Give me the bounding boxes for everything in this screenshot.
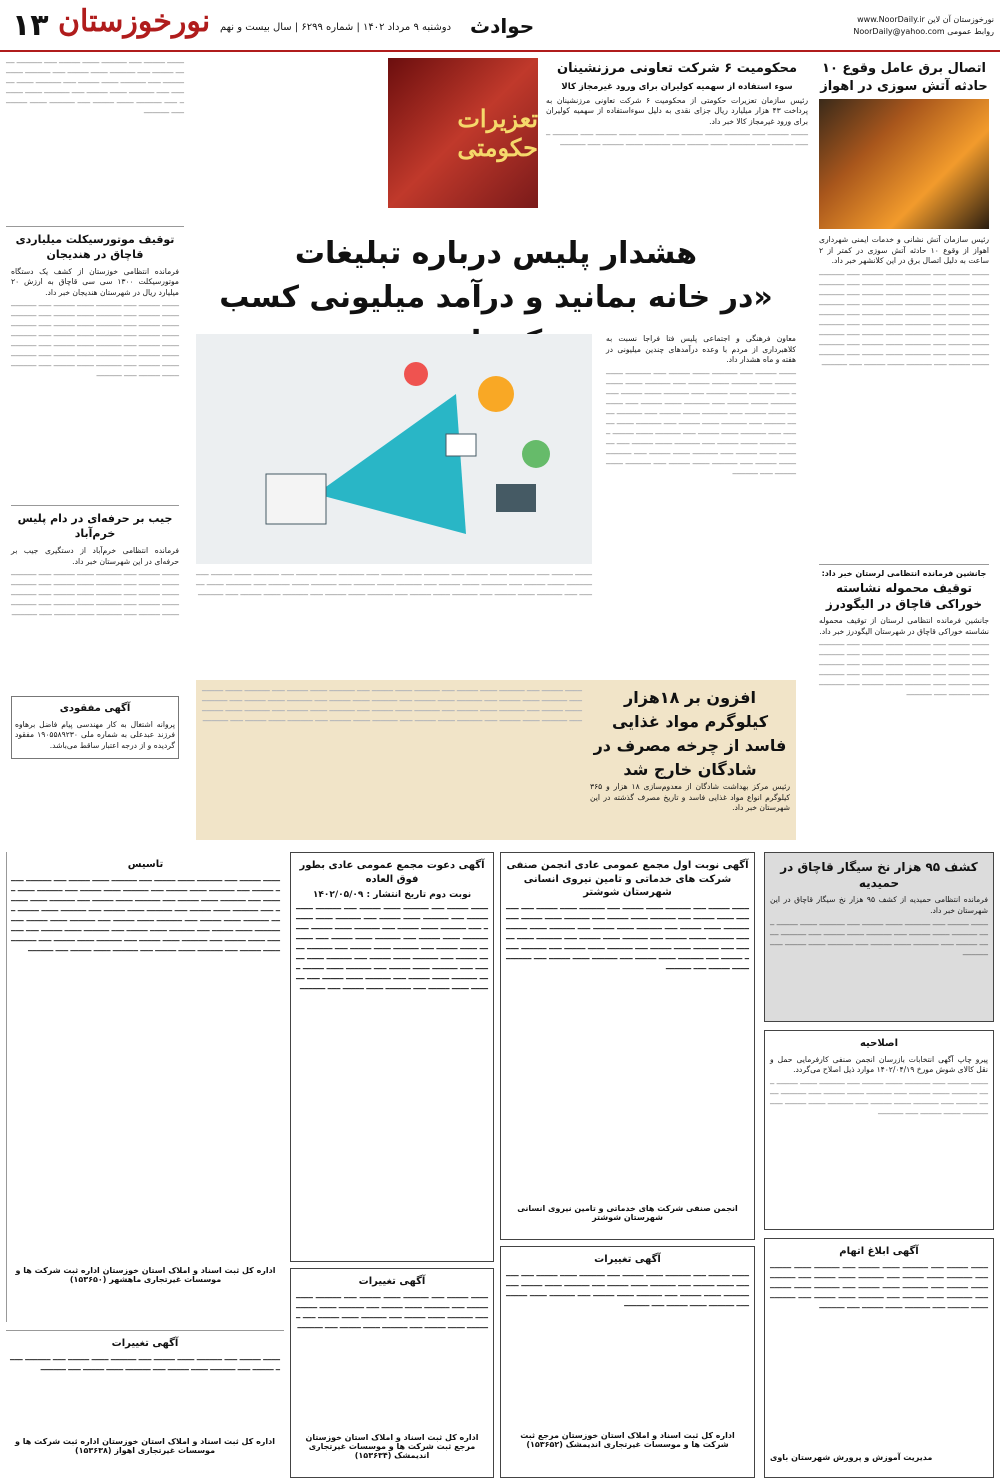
pickpocket-body: فرمانده انتظامی خرم‌آباد از دستگیری جیب بر حرفه‌ای در این شهرستان خبر داد. (11, 546, 179, 566)
meeting2-title: آگهی دعوت مجمع عمومی عادی بطور فوق العاده (299, 860, 485, 885)
penalty-subtitle: سوء استفاده از سهمیه کولیران برای ورود غیرمجاز کالا (561, 81, 793, 92)
founding-ad (6, 852, 284, 1322)
penalty-continued-filler: ━━━━ ━━━━━ ━━━ ━━━━━━ ━━━━ ━━━━━ ━━━ ━━━━━━ ━━━━ ━━━━━ ━━━ ━━━━━━ ━━━━ ━━━━━ ━━━ ━━━━━━ ━━━━ ━━━━━ ━━━ ━━━━━━ ━━━━ ━━━━━ ━━━ ━━━━━━ ━━━━ ━━━━━ ━━━ ━━━━━━ ━━━━ ━━━━━ ━━━ ━━━━━━ ━━━━ ━━━━━ ━━━ ━━━━━━ ━━━━ ━━━━━ ━━━ ━━━━━━ ━━━━ ━━━━━ ━━━ ━━━━━━ (6, 59, 184, 117)
correction-body-filler: ━━━━ ━━━━━ ━━━ ━━━━━━ ━━━━ ━━━━━ ━━━ ━━━━━━ ━━━━ ━━━━━ ━━━ ━━━━━━ ━━━━ ━━━━━ ━━━ ━━━━━━ ━━━━ ━━━━━ ━━━ ━━━━━━ ━━━━ ━━━━━ ━━━ ━━━━━━ ━━━━ ━━━━━ ━━━ ━━━━━━ ━━━━ ━━━━━ ━━━ ━━━━━━ ━━━━ ━━━━━ ━━━ ━━━━━━ (770, 1079, 988, 1118)
food-box (196, 680, 796, 840)
cigarette-box (764, 852, 994, 1022)
correction-title: اصلاحیه (859, 1038, 899, 1049)
food-body: رئیس مرکز بهداشت شادگان از معدوم‌سازی ۱۸ هزار و ۳۶۵ کیلوگرم انواع مواد غذایی فاسد و تاریخ مصرف گذشته در این شهرستان خبر داد. (590, 782, 790, 813)
police-headline: «در خانه بمانید و درآمد میلیونی کسب (219, 280, 773, 315)
vehicle-kicker: جانشین فرمانده انتظامی لرستان خبر داد: (821, 568, 987, 578)
notice-box (764, 1238, 994, 1478)
meeting1-title: آگهی نوبت اول مجمع عمومی عادی انجمن صنفی شرکت های خدماتی و تامین نیروی انسانی شهرستان شوشتر (506, 860, 749, 898)
changes2-ad (290, 1268, 494, 1478)
penalty-title: محکومیت ۶ شرکت تعاونی مرزنشینان (556, 61, 798, 76)
left-column (6, 226, 184, 751)
vehicle-title: توقیف محموله نشاسته خوراکی قاچاق در الیگودرز (825, 580, 983, 612)
meeting1-footer: انجمن صنفی شرکت های خدماتی و تامین نیروی انسانی شهرستان شوشتر (517, 1203, 738, 1222)
changes3-body-filler: ━━━━ ━━━━━ ━━━ ━━━━━━ ━━━━ ━━━━━ ━━━ ━━━━━━ ━━━━ ━━━━━ ━━━ ━━━━━━ ━━━━ ━━━━━ ━━━ ━━━━━━ ━━━━ ━━━━━ ━━━ ━━━━━━ ━━━━ ━━━━━ ━━━ ━━━━━━ (10, 1355, 280, 1374)
changes1-body-filler: ━━━━ ━━━━━ ━━━ ━━━━━━ ━━━━ ━━━━━ ━━━ ━━━━━━ ━━━━ ━━━━━ ━━━ ━━━━━━ ━━━━ ━━━━━ ━━━ ━━━━━━ ━━━━ ━━━━━ ━━━ ━━━━━━ ━━━━ ━━━━━ ━━━ ━━━━━━ ━━━━ ━━━━━ ━━━ ━━━━━━ ━━━━ ━━━━━ ━━━ ━━━━━━ ━━━━ ━━━━━ ━━━ ━━━━━━ ━━━━ ━━━━━ ━━━ ━━━━━━ (506, 1271, 749, 1310)
lost-body: پروانه اشتغال به کار مهندسی پیام فاضل برهاوه فرزند عبدعلی به شماره ملی ۱۹۰۵۵۸۹۲۳۰ مفقود گردیده و از درجه اعتبار ساقط می‌باشد. (15, 719, 175, 751)
penalty-continued (6, 58, 184, 208)
fire-photo (819, 99, 989, 229)
page-number: ۱۳ (12, 8, 49, 43)
motorcycle-title: توقیف موتورسیکلت میلیاردی قاچاق در هندیجان (15, 233, 175, 261)
fire-title: اتصال برق عامل وقوع ۱۰ حادثه آتش سوزی در اهواز (820, 61, 988, 94)
meeting2-subtitle: نوبت دوم تاریخ انتشار : ۱۴۰۲/۰۵/۰۹ (312, 890, 472, 900)
founding-footer: اداره کل ثبت اسناد و املاک استان خوزستان اداره ثبت شرکت ها و موسسات غیرتجاری ماهشهر (۱۵۳۶۵۰) (15, 1265, 276, 1284)
cigarette-title: کشف ۹۵ هزار نخ سیگار قاچاق در حمیدیه (780, 860, 978, 891)
site-info (853, 14, 994, 38)
police-article (196, 334, 796, 674)
changes2-footer: اداره کل ثبت اسناد و املاک استان خوزستان مرجع ثبت شرکت ها و موسسات غیرتجاری اندیمشک (۱۵۳۶۳۴) (305, 1432, 479, 1460)
penalty-image: تعزیرات حکومتی (388, 58, 538, 208)
founding-body-filler: ━━━━ ━━━━━ ━━━ ━━━━━━ ━━━━ ━━━━━ ━━━ ━━━━━━ ━━━━ ━━━━━ ━━━ ━━━━━━ ━━━━ ━━━━━ ━━━ ━━━━━━ ━━━━ ━━━━━ ━━━ ━━━━━━ ━━━━ ━━━━━ ━━━ ━━━━━━ ━━━━ ━━━━━ ━━━ ━━━━━━ ━━━━ ━━━━━ ━━━ ━━━━━━ ━━━━ ━━━━━ ━━━ ━━━━━━ ━━━━ ━━━━━ ━━━ ━━━━━━ ━━━━ ━━━━━ ━━━ ━━━━━━ ━━━━ ━━━━━ ━━━ ━━━━━━ ━━━━ ━━━━━ ━━━ ━━━━━━ ━━━━ ━━━━━ ━━━ ━━━━━━ ━━━━ ━━━━━ ━━━ ━━━━━━ ━━━━ ━━━━━ ━━━ ━━━━━━ ━━━━ ━━━━━ ━━━ ━━━━━━ ━━━━ ━━━━━ ━━━ ━━━━━━ ━━━━ ━━━━━ ━━━ ━━━━━━ ━━━━ ━━━━━ ━━━ ━━━━━━ ━━━━ ━━━━━ ━━━ ━━━━━━ ━━━━ ━━━━━ ━━━ ━━━━━━ ━━━━ ━━━━━ ━━━ ━━━━━━ ━━━━ ━━━━━ ━━━ ━━━━━━ ━━━━ ━━━━━ ━━━ ━━━━━━ (11, 876, 280, 955)
police-body-filler: ━━━━ ━━━━━ ━━━ ━━━━━━ ━━━━ ━━━━━ ━━━ ━━━━━━ ━━━━ ━━━━━ ━━━ ━━━━━━ ━━━━ ━━━━━ ━━━ ━━━━━━ ━━━━ ━━━━━ ━━━ ━━━━━━ ━━━━ ━━━━━ ━━━ ━━━━━━ ━━━━ ━━━━━ ━━━ ━━━━━━ ━━━━ ━━━━━ ━━━ ━━━━━━ ━━━━ ━━━━━ ━━━ ━━━━━━ ━━━━ ━━━━━ ━━━ ━━━━━━ ━━━━ ━━━━━ ━━━ ━━━━━━ ━━━━ ━━━━━ ━━━ ━━━━━━ ━━━━ ━━━━━ ━━━ ━━━━━━ ━━━━ ━━━━━ ━━━ ━━━━━━ ━━━━ ━━━━━ ━━━ ━━━━━━ ━━━━ ━━━━━ ━━━ ━━━━━━ ━━━━ ━━━━━ ━━━ ━━━━━━ ━━━━ ━━━━━ ━━━ ━━━━━━ ━━━━ ━━━━━ ━━━ ━━━━━━ ━━━━ ━━━━━ ━━━ ━━━━━━ ━━━━ ━━━━━ ━━━ ━━━━━━ ━━━━ ━━━━━ ━━━ ━━━━━━ ━━━━ ━━━━━ ━━━ ━━━━━━ (606, 369, 796, 478)
website[interactable]: www.NoorDaily.ir نورخوزستان آن لاین (857, 15, 994, 24)
paper-logo: نورخوزستان (58, 4, 211, 39)
changes2-body-filler: ━━━━ ━━━━━ ━━━ ━━━━━━ ━━━━ ━━━━━ ━━━ ━━━━━━ ━━━━ ━━━━━ ━━━ ━━━━━━ ━━━━ ━━━━━ ━━━ ━━━━━━ ━━━━ ━━━━━ ━━━ ━━━━━━ ━━━━ ━━━━━ ━━━ ━━━━━━ ━━━━ ━━━━━ ━━━ ━━━━━━ ━━━━ ━━━━━ ━━━ ━━━━━━ ━━━━ ━━━━━ ━━━ ━━━━━━ (296, 1293, 488, 1332)
changes3-title: آگهی تغییرات (111, 1338, 179, 1349)
changes1-ad (500, 1246, 755, 1478)
correction-body: پیرو چاپ آگهی انتخابات بازرسان انجمن صنفی کارفرمایی حمل و نقل کالای شوش مورخ ۱۴۰۲/۰۴/۱۹ موارد ذیل اصلاح می‌گردد. (770, 1054, 988, 1075)
meeting1-ad (500, 852, 755, 1240)
meeting2-ad (290, 852, 494, 1262)
police-body: معاون فرهنگی و اجتماعی پلیس فتا فراجا نسبت به کلاهبرداری از مردم با وعده درآمدهای چندین میلیونی در هفته و ماه هشدار داد. (606, 334, 796, 365)
penalty-body-filler: ━━━━ ━━━━━ ━━━ ━━━━━━ ━━━━ ━━━━━ ━━━ ━━━━━━ ━━━━ ━━━━━ ━━━ ━━━━━━ ━━━━ ━━━━━ ━━━ ━━━━━━ ━━━━ ━━━━━ ━━━ ━━━━━━ ━━━━ ━━━━━ ━━━ ━━━━━━ (546, 131, 808, 150)
notice-footer: مدیریت آموزش و پرورش شهرستان باوی (770, 1452, 933, 1462)
section-title: حوادث (470, 14, 535, 38)
right-column (814, 58, 994, 750)
email[interactable]: NoorDaily@yahoo.com روابط عمومی (853, 27, 994, 36)
penalty-article (388, 58, 808, 218)
notice-body-filler: ━━━━ ━━━━━ ━━━ ━━━━━━ ━━━━ ━━━━━ ━━━ ━━━━━━ ━━━━ ━━━━━ ━━━ ━━━━━━ ━━━━ ━━━━━ ━━━ ━━━━━━ ━━━━ ━━━━━ ━━━ ━━━━━━ ━━━━ ━━━━━ ━━━ ━━━━━━ ━━━━ ━━━━━ ━━━ ━━━━━━ ━━━━ ━━━━━ ━━━ ━━━━━━ ━━━━ ━━━━━ ━━━ ━━━━━━ ━━━━ ━━━━━ ━━━ ━━━━━━ ━━━━ ━━━━━ ━━━ ━━━━━━ ━━━━ ━━━━━ ━━━ ━━━━━━ (770, 1263, 988, 1312)
founding-title: تاسیس (127, 859, 164, 870)
motorcycle-body-filler: ━━━━ ━━━━━ ━━━ ━━━━━━ ━━━━ ━━━━━ ━━━ ━━━━━━ ━━━━ ━━━━━ ━━━ ━━━━━━ ━━━━ ━━━━━ ━━━ ━━━━━━ ━━━━ ━━━━━ ━━━ ━━━━━━ ━━━━ ━━━━━ ━━━ ━━━━━━ ━━━━ ━━━━━ ━━━ ━━━━━━ ━━━━ ━━━━━ ━━━ ━━━━━━ ━━━━ ━━━━━ ━━━ ━━━━━━ ━━━━ ━━━━━ ━━━ ━━━━━━ ━━━━ ━━━━━ ━━━ ━━━━━━ ━━━━ ━━━━━ ━━━ ━━━━━━ ━━━━ ━━━━━ ━━━ ━━━━━━ ━━━━ ━━━━━ ━━━ ━━━━━━ ━━━━ ━━━━━ ━━━ ━━━━━━ (11, 302, 179, 381)
changes1-footer: اداره کل ثبت اسناد و املاک استان خوزستان مرجع ثبت شرکت ها و موسسات غیرتجاری اندیمشک (۱۵۳۶۵۲) (520, 1430, 735, 1449)
megaphone-icon (196, 334, 592, 564)
food-body-filler: ━━━━ ━━━━━ ━━━ ━━━━━━ ━━━━ ━━━━━ ━━━ ━━━━━━ ━━━━ ━━━━━ ━━━ ━━━━━━ ━━━━ ━━━━━ ━━━ ━━━━━━ ━━━━ ━━━━━ ━━━ ━━━━━━ ━━━━ ━━━━━ ━━━ ━━━━━━ ━━━━ ━━━━━ ━━━ ━━━━━━ ━━━━ ━━━━━ ━━━ ━━━━━━ ━━━━ ━━━━━ ━━━ ━━━━━━ ━━━━ ━━━━━ ━━━ ━━━━━━ ━━━━ ━━━━━ ━━━ ━━━━━━ ━━━━ ━━━━━ ━━━ ━━━━━━ ━━━━ ━━━━━ ━━━ ━━━━━━ ━━━━ ━━━━━ ━━━ ━━━━━━ ━━━━ ━━━━━ ━━━ ━━━━━━ ━━━━ ━━━━━ ━━━ ━━━━━━ ━━━━ ━━━━━ ━━━ ━━━━━━ ━━━━ ━━━━━ ━━━ ━━━━━━ (202, 687, 582, 725)
police-headline-block (196, 232, 796, 332)
changes3-footer: اداره کل ثبت اسناد و املاک استان خوزستان اداره ثبت شرکت ها و موسسات غیرتجاری اهواز (۱۵۳۶۳۸) (15, 1436, 275, 1455)
fire-body: رئیس سازمان آتش نشانی و خدمات ایمنی شهرداری اهواز از وقوع ۱۰ حادثه آتش سوزی در کمتر از ۲ ساعت به دلیل اتصال برق در این کلانشهر خبر داد. (819, 235, 989, 266)
changes1-title: آگهی تغییرات (594, 1254, 661, 1265)
vehicle-body-filler: ━━━━ ━━━━━ ━━━ ━━━━━━ ━━━━ ━━━━━ ━━━ ━━━━━━ ━━━━ ━━━━━ ━━━ ━━━━━━ ━━━━ ━━━━━ ━━━ ━━━━━━ ━━━━ ━━━━━ ━━━ ━━━━━━ ━━━━ ━━━━━ ━━━ ━━━━━━ ━━━━ ━━━━━ ━━━ ━━━━━━ ━━━━ ━━━━━ ━━━ ━━━━━━ ━━━━ ━━━━━ ━━━ ━━━━━━ ━━━━ ━━━━━ ━━━ ━━━━━━ ━━━━ ━━━━━ ━━━ ━━━━━━ (819, 641, 989, 700)
penalty-body: رئیس سازمان تعزیرات حکومتی از محکومیت ۶ شرکت تعاونی مرزنشینان به پرداخت ۴۳ هزار میلیارد ریال جزای نقدی به دلیل سوءاستفاده از سهمیه کولیران برای ورود غیرمجاز کالا خبر داد. (546, 95, 809, 126)
issue-date: دوشنبه ۹ مرداد ۱۴۰۲ | شماره ۶۲۹۹ | سال بیست و نهم (220, 22, 452, 33)
meeting1-body-filler: ━━━━ ━━━━━ ━━━ ━━━━━━ ━━━━ ━━━━━ ━━━ ━━━━━━ ━━━━ ━━━━━ ━━━ ━━━━━━ ━━━━ ━━━━━ ━━━ ━━━━━━ ━━━━ ━━━━━ ━━━ ━━━━━━ ━━━━ ━━━━━ ━━━ ━━━━━━ ━━━━ ━━━━━ ━━━ ━━━━━━ ━━━━ ━━━━━ ━━━ ━━━━━━ ━━━━ ━━━━━ ━━━ ━━━━━━ ━━━━ ━━━━━ ━━━ ━━━━━━ ━━━━ ━━━━━ ━━━ ━━━━━━ ━━━━ ━━━━━ ━━━ ━━━━━━ ━━━━ ━━━━━ ━━━ ━━━━━━ ━━━━ ━━━━━ ━━━ ━━━━━━ ━━━━ ━━━━━ ━━━ ━━━━━━ ━━━━ ━━━━━ ━━━ ━━━━━━ ━━━━ ━━━━━ ━━━ ━━━━━━ ━━━━ ━━━━━ ━━━ ━━━━━━ (506, 904, 749, 973)
meeting2-body-filler: ━━━━ ━━━━━ ━━━ ━━━━━━ ━━━━ ━━━━━ ━━━ ━━━━━━ ━━━━ ━━━━━ ━━━ ━━━━━━ ━━━━ ━━━━━ ━━━ ━━━━━━ ━━━━ ━━━━━ ━━━ ━━━━━━ ━━━━ ━━━━━ ━━━ ━━━━━━ ━━━━ ━━━━━ ━━━ ━━━━━━ ━━━━ ━━━━━ ━━━ ━━━━━━ ━━━━ ━━━━━ ━━━ ━━━━━━ ━━━━ ━━━━━ ━━━ ━━━━━━ ━━━━ ━━━━━ ━━━ ━━━━━━ ━━━━ ━━━━━ ━━━ ━━━━━━ ━━━━ ━━━━━ ━━━ ━━━━━━ ━━━━ ━━━━━ ━━━ ━━━━━━ ━━━━ ━━━━━ ━━━ ━━━━━━ ━━━━ ━━━━━ ━━━ ━━━━━━ ━━━━ ━━━━━ ━━━ ━━━━━━ ━━━━ ━━━━━ ━━━ ━━━━━━ ━━━━ ━━━━━ ━━━ ━━━━━━ ━━━━ ━━━━━ ━━━ ━━━━━━ (296, 905, 488, 993)
correction-box (764, 1030, 994, 1230)
vehicle-body: جانشین فرمانده انتظامی لرستان از توقیف محموله نشاسته خوراکی قاچاق در شهرستان الیگودرز خبر داد. (819, 616, 989, 636)
food-title: افزون بر ۱۸هزار کیلوگرم مواد غذایی فاسد از چرخه مصرف در شادگان خارج شد (593, 688, 787, 779)
changes3-ad (6, 1330, 284, 1478)
cigarette-body: فرمانده انتظامی حمیدیه از کشف ۹۵ هزار نخ سیگار قاچاق در این شهرستان خبر داد. (770, 895, 988, 915)
megaphone-illustration (196, 334, 592, 564)
notice-title: آگهی ابلاغ اتهام (839, 1246, 919, 1257)
lost-title: آگهی مفقودی (59, 703, 131, 715)
fire-body-filler: ━━━━ ━━━━━ ━━━ ━━━━━━ ━━━━ ━━━━━ ━━━ ━━━━━━ ━━━━ ━━━━━ ━━━ ━━━━━━ ━━━━ ━━━━━ ━━━ ━━━━━━ ━━━━ ━━━━━ ━━━ ━━━━━━ ━━━━ ━━━━━ ━━━ ━━━━━━ ━━━━ ━━━━━ ━━━ ━━━━━━ ━━━━ ━━━━━ ━━━ ━━━━━━ ━━━━ ━━━━━ ━━━ ━━━━━━ ━━━━ ━━━━━ ━━━ ━━━━━━ ━━━━ ━━━━━ ━━━ ━━━━━━ ━━━━ ━━━━━ ━━━ ━━━━━━ ━━━━ ━━━━━ ━━━ ━━━━━━ ━━━━ ━━━━━ ━━━ ━━━━━━ ━━━━ ━━━━━ ━━━ ━━━━━━ ━━━━ ━━━━━ ━━━ ━━━━━━ ━━━━ ━━━━━ ━━━ ━━━━━━ ━━━━ ━━━━━ ━━━ ━━━━━━ ━━━━ ━━━━━ ━━━ ━━━━━━ ━━━━ ━━━━━ ━━━ ━━━━━━ (819, 270, 989, 369)
masthead (0, 0, 1000, 52)
pickpocket-title: جیب بر حرفه‌ای در دام پلیس خرم‌آباد (17, 512, 173, 541)
cigarette-body-filler: ━━━━ ━━━━━ ━━━ ━━━━━━ ━━━━ ━━━━━ ━━━ ━━━━━━ ━━━━ ━━━━━ ━━━ ━━━━━━ ━━━━ ━━━━━ ━━━ ━━━━━━ ━━━━ ━━━━━ ━━━ ━━━━━━ ━━━━ ━━━━━ ━━━ ━━━━━━ ━━━━ ━━━━━ ━━━ ━━━━━━ ━━━━ ━━━━━ ━━━ ━━━━━━ (770, 920, 988, 959)
motorcycle-body: فرمانده انتظامی خوزستان از کشف یک دستگاه موتورسیکلت ۱۳۰۰ سی سی قاچاق به ارزش ۲۰ میلیارد ریال در شهرستان هندیجان خبر داد. (11, 266, 179, 297)
pickpocket-body-filler: ━━━━ ━━━━━ ━━━ ━━━━━━ ━━━━ ━━━━━ ━━━ ━━━━━━ ━━━━ ━━━━━ ━━━ ━━━━━━ ━━━━ ━━━━━ ━━━ ━━━━━━ ━━━━ ━━━━━ ━━━ ━━━━━━ ━━━━ ━━━━━ ━━━ ━━━━━━ ━━━━ ━━━━━ ━━━ ━━━━━━ ━━━━ ━━━━━ ━━━ ━━━━━━ ━━━━ ━━━━━ ━━━ ━━━━━━ ━━━━ ━━━━━ ━━━ ━━━━━━ (11, 571, 179, 620)
changes2-title: آگهی تغییرات (358, 1276, 426, 1287)
police-body-cont: ━━━━ ━━━━━ ━━━ ━━━━━━ ━━━━ ━━━━━ ━━━ ━━━━━━ ━━━━ ━━━━━ ━━━ ━━━━━━ ━━━━ ━━━━━ ━━━ ━━━━━━ ━━━━ ━━━━━ ━━━ ━━━━━━ ━━━━ ━━━━━ ━━━ ━━━━━━ ━━━━ ━━━━━ ━━━ ━━━━━━ ━━━━ ━━━━━ ━━━ ━━━━━━ ━━━━ ━━━━━ ━━━ ━━━━━━ ━━━━ ━━━━━ ━━━ ━━━━━━ ━━━━ ━━━━━ ━━━ ━━━━━━ ━━━━ ━━━━━ ━━━ ━━━━━━ ━━━━ ━━━━━ ━━━ ━━━━━━ ━━━━ ━━━━━ ━━━ ━━━━━━ (196, 571, 592, 599)
police-kicker: هشدار پلیس درباره تبلیغات (294, 236, 698, 271)
